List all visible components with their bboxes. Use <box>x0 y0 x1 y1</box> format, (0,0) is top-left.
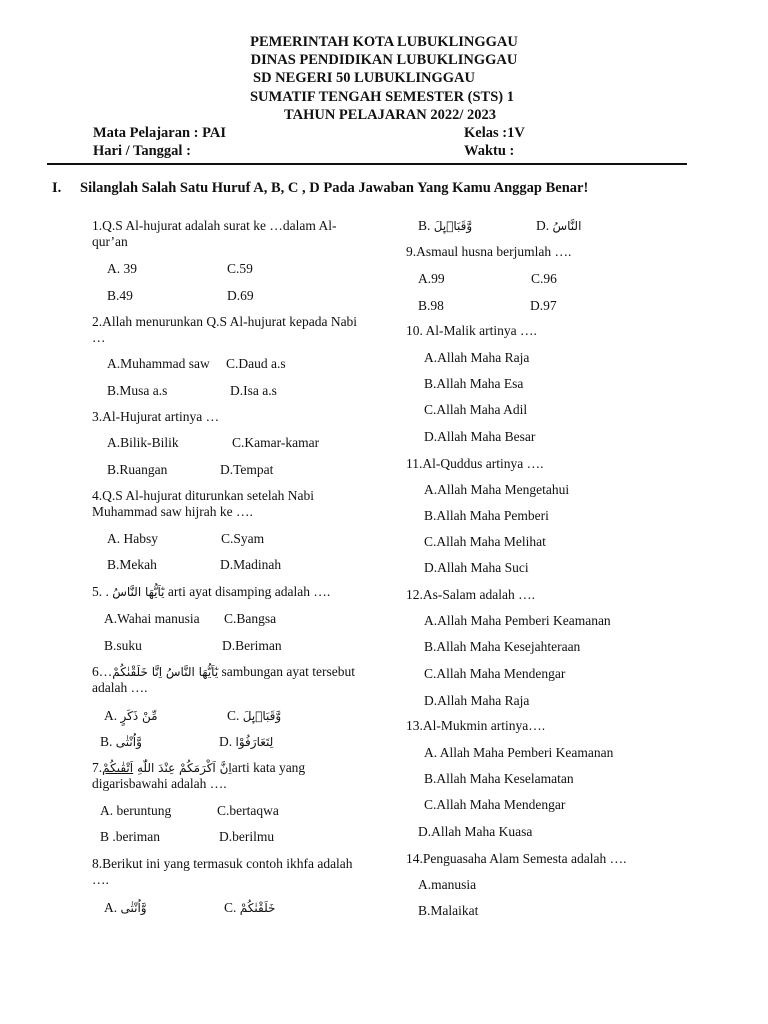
header-line-school: SD NEGERI 50 LUBUKLINGGAU <box>253 70 475 86</box>
header-line-exam: SUMATIF TENGAH SEMESTER (STS) 1 <box>249 89 514 105</box>
instruction-text: Silanglah Salah Satu Huruf A, B, C , D Pada Jawaban Yang Kamu Anggap Benar! <box>80 180 589 196</box>
class-field: Kelas :1V <box>464 125 525 141</box>
q8-c-arabic: خَلَقْنٰكُمْ <box>239 901 276 915</box>
q14-option-b: B.Malaikat <box>418 903 479 918</box>
q7-arabic-main: اِنَّ اَكْرَمَكُمْ عِنْدَ اللّٰهِ <box>136 761 232 775</box>
q2-option-b: B.Musa a.s <box>107 383 168 398</box>
q5-arabic: يٰٓاَيُّهَا النَّاسُ <box>112 585 165 599</box>
q4-option-d: D.Madinah <box>220 557 282 572</box>
q8-option-c <box>224 900 275 916</box>
q7-option-b: B .beriman <box>100 829 160 844</box>
q4-option-a: A. Habsy <box>107 531 158 546</box>
q11-option-a: A.Allah Maha Mengetahui <box>424 482 570 497</box>
q10-option-d: D.Allah Maha Besar <box>424 429 536 444</box>
q6-option-d <box>219 734 273 750</box>
q5-option-c: C.Bangsa <box>224 611 277 626</box>
subject-field: Mata Pelajaran : PAI <box>93 125 227 141</box>
q9-option-c: C.96 <box>531 271 557 286</box>
q14-option-a: A.manusia <box>418 877 477 892</box>
q13-option-a: A. Allah Maha Pemberi Keamanan <box>424 745 614 760</box>
q8-a-arabic: وَّاُنْثٰى <box>120 901 147 915</box>
q10-option-b: B.Allah Maha Esa <box>424 376 524 391</box>
header-line-government: PEMERINTAH KOTA LUBUKLINGGAU <box>250 34 518 50</box>
q9-option-b: B.98 <box>418 298 444 313</box>
q3-option-c: C.Kamar-kamar <box>232 435 320 450</box>
q9-option-a: A.99 <box>418 271 445 286</box>
q13-option-d: D.Allah Maha Kuasa <box>418 824 533 839</box>
q6-c-label: C. <box>227 708 240 723</box>
time-field: Waktu : <box>464 143 515 159</box>
q1-option-a: A. 39 <box>107 261 137 276</box>
q1-option-c: C.59 <box>227 261 253 276</box>
q6-a-arabic: مِّنْ ذَكَرٍ <box>120 709 158 723</box>
q6-option-c <box>227 708 281 724</box>
question-5 <box>92 584 330 600</box>
q8-option-d <box>536 218 581 234</box>
question-13: 13.Al-Mukmin artinya…. <box>406 718 546 733</box>
q13-option-b: B.Allah Maha Keselamatan <box>424 771 574 786</box>
q3-option-d: D.Tempat <box>220 462 274 477</box>
q2-option-a: A.Muhammad saw <box>107 356 210 371</box>
q6-prefix: 6… <box>92 664 113 679</box>
q8-d-arabic: النَّاسُ <box>552 219 582 233</box>
q6-d-label: D. <box>219 734 233 749</box>
q11-option-b: B.Allah Maha Pemberi <box>424 508 549 523</box>
q7-option-a: A. beruntung <box>100 803 172 818</box>
q12-option-b: B.Allah Maha Kesejahteraan <box>424 639 581 654</box>
instruction-number: I. <box>52 180 62 196</box>
q7-option-d: D.berilmu <box>219 829 275 844</box>
q6-suffix: sambungan ayat tersebut adalah …. <box>92 664 356 695</box>
q6-arabic: يٰٓاَيُّهَا النَّاسُ اِنَّا خَلَقْنٰكُمْ <box>112 665 219 679</box>
q6-b-label: B. <box>100 734 113 749</box>
q6-option-a <box>104 708 158 724</box>
date-field: Hari / Tanggal : <box>93 143 191 159</box>
q5-prefix: 5. . <box>92 584 109 599</box>
q7-arabic-underlined: اَتْقٰىكُمْ <box>102 761 134 775</box>
q5-option-d: D.Beriman <box>222 638 282 653</box>
q10-option-a: A.Allah Maha Raja <box>424 350 530 365</box>
q8-option-b <box>418 218 472 234</box>
q12-option-a: A.Allah Maha Pemberi Keamanan <box>424 613 611 628</box>
q8-d-label: D. <box>536 218 550 233</box>
question-14: 14.Penguasaha Alam Semesta adalah …. <box>406 851 627 866</box>
q6-d-arabic: لِتَعَارَفُوْا <box>235 735 274 749</box>
header-divider <box>47 163 687 165</box>
q3-option-a: A.Bilik-Bilik <box>107 435 179 450</box>
q4-option-b: B.Mekah <box>107 557 157 572</box>
q6-c-arabic: وَّقَبَاۤىِٕلَ <box>242 709 282 723</box>
q5-option-a: A.Wahai manusia <box>104 611 200 626</box>
q8-a-label: A. <box>104 900 118 915</box>
question-3: 3.Al-Hujurat artinya … <box>92 409 220 424</box>
q6-b-arabic: وَّاُنْثٰى <box>115 735 142 749</box>
q1-option-b: B.49 <box>107 288 133 303</box>
q8-b-arabic: وَّقَبَاۤىِٕلَ <box>433 219 473 233</box>
q8-b-label: B. <box>418 218 431 233</box>
q12-option-c: C.Allah Maha Mendengar <box>424 666 566 681</box>
q8-c-label: C. <box>224 900 237 915</box>
q6-option-b <box>100 734 142 750</box>
question-2: 2.Allah menurunkan Q.S Al-hujurat kepada Nabi … <box>92 314 358 345</box>
instruction <box>52 180 588 197</box>
q7-option-c: C.bertaqwa <box>217 803 279 818</box>
q7-suffix: arti kata yang digarisbawahi adalah …. <box>92 760 306 791</box>
q9-option-d: D.97 <box>530 298 557 313</box>
question-11: 11.Al-Quddus artinya …. <box>406 456 544 471</box>
q3-option-b: B.Ruangan <box>107 462 168 477</box>
header-line-department: DINAS PENDIDIKAN LUBUKLINGGAU <box>250 52 518 68</box>
question-6 <box>92 664 372 696</box>
question-9: 9.Asmaul husna berjumlah …. <box>406 244 572 259</box>
question-4: 4.Q.S Al-hujurat diturunkan setelah Nabi Muhammad saw hijrah ke …. <box>92 488 314 519</box>
question-10: 10. Al-Malik artinya …. <box>406 323 537 338</box>
q10-option-c: C.Allah Maha Adil <box>424 402 528 417</box>
question-12: 12.As-Salam adalah …. <box>406 587 535 602</box>
q2-option-c: C.Daud a.s <box>226 356 286 371</box>
q1-option-d: D.69 <box>227 288 254 303</box>
question-1: 1.Q.S Al-hujurat adalah surat ke …dalam Al-qur’an <box>92 218 337 249</box>
header-line-year: TAHUN PELAJARAN 2022/ 2023 <box>284 107 496 123</box>
q2-option-d: D.Isa a.s <box>230 383 277 398</box>
question-8: 8.Berikut ini yang termasuk contoh ikhfa adalah …. <box>92 856 353 887</box>
q13-option-c: C.Allah Maha Mendengar <box>424 797 566 812</box>
q4-option-c: C.Syam <box>221 531 265 546</box>
q5-option-b: B.suku <box>104 638 142 653</box>
q7-prefix: 7. <box>92 760 103 775</box>
q11-option-c: C.Allah Maha Melihat <box>424 534 546 549</box>
q8-option-a <box>104 900 147 916</box>
q6-a-label: A. <box>104 708 118 723</box>
q7-arabic <box>102 761 232 775</box>
q11-option-d: D.Allah Maha Suci <box>424 560 529 575</box>
q5-suffix: arti ayat disamping adalah …. <box>167 584 331 599</box>
question-7 <box>92 760 372 792</box>
q12-option-d: D.Allah Maha Raja <box>424 693 530 708</box>
